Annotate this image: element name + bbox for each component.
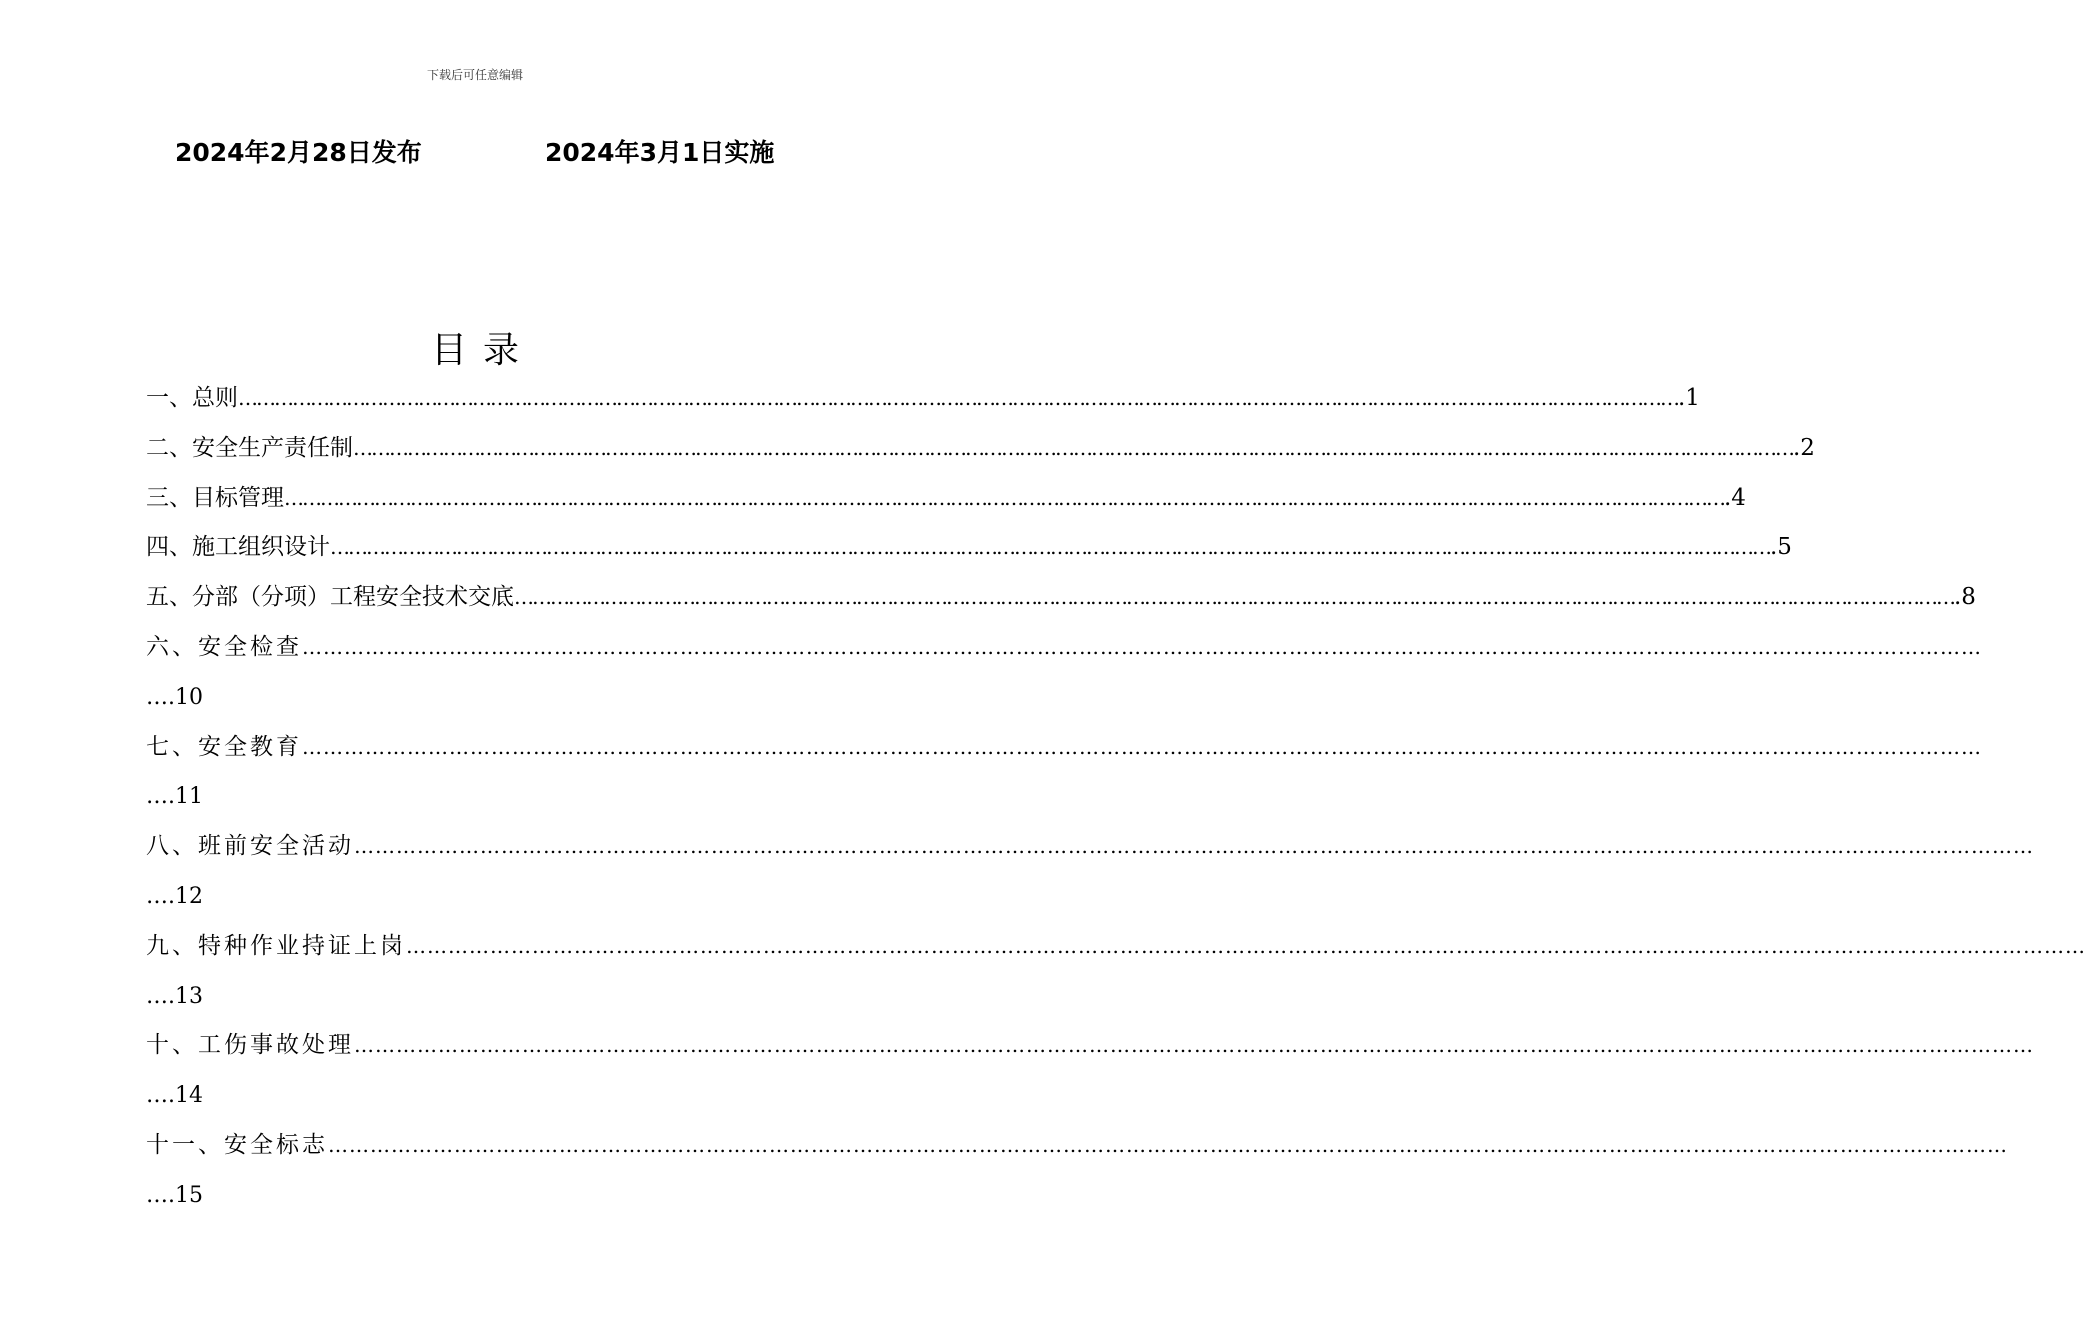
table-of-contents xyxy=(146,374,2086,1221)
toc-leader-dots: …………………………………………………………………………………………………………………………………………………………………………………………………………………… xyxy=(302,634,1982,659)
toc-entry-page: .5 xyxy=(1770,534,1792,561)
toc-leader-dots: …………………………………………………………………………………………………………………………………………………………………………………………………………………… xyxy=(284,485,1724,510)
toc-entry[interactable] xyxy=(146,1021,2034,1071)
toc-entry-label: 七、安全教育 xyxy=(146,733,302,760)
toc-entry-label: 八、班前安全活动 xyxy=(146,833,354,860)
toc-entry-label: 五、分部（分项）工程安全技术交底 xyxy=(146,584,514,611)
toc-entry[interactable] xyxy=(146,822,2034,872)
toc-entry[interactable] xyxy=(146,1121,2008,1171)
toc-entry-page: .2 xyxy=(1793,434,1815,461)
toc-entry[interactable] xyxy=(146,523,1792,573)
toc-entry-label: 六、安全检查 xyxy=(146,633,302,660)
effective-date: 2024年3月1日实施 xyxy=(545,138,775,167)
toc-entry-page: ….10 xyxy=(146,684,203,710)
toc-leader-dots: …………………………………………………………………………………………………………………………………………………………………………………………………………………… xyxy=(353,435,1793,460)
toc-entry-label: 十一、安全标志 xyxy=(146,1131,328,1158)
toc-title: 目录 xyxy=(430,330,535,371)
toc-entry-label: 一、总则 xyxy=(146,385,238,411)
toc-leader-dots: …………………………………………………………………………………………………………………………………………………………………………………………………………………… xyxy=(238,386,1678,410)
toc-entry-page: .4 xyxy=(1724,484,1746,511)
toc-entry[interactable] xyxy=(146,573,1976,623)
toc-entry-page: .1 xyxy=(1678,385,1700,411)
toc-entry[interactable] xyxy=(146,723,1982,773)
toc-leader-dots: …………………………………………………………………………………………………………………………………………………………………………………………………………………… xyxy=(514,585,1954,610)
toc-entry[interactable] xyxy=(146,424,1815,474)
toc-entry-label: 九、特种作业持证上岗 xyxy=(146,932,406,959)
toc-leader-dots: …………………………………………………………………………………………………………………………………………………………………………………………………………………… xyxy=(302,734,1982,759)
toc-entry-label: 二、安全生产责任制 xyxy=(146,434,353,461)
toc-entry[interactable] xyxy=(146,623,1982,673)
toc-leader-dots: …………………………………………………………………………………………………………………………………………………………………………………………………………………… xyxy=(330,535,1770,560)
toc-entry-page: ….15 xyxy=(146,1182,203,1208)
header-note: 下载后可任意编辑 xyxy=(426,68,523,82)
toc-entry-page: ….14 xyxy=(146,1083,203,1109)
toc-entry-label: 四、施工组织设计 xyxy=(146,534,330,561)
toc-entry-page: ….13 xyxy=(146,983,203,1009)
toc-leader-dots: …………………………………………………………………………………………………………………………………………………………………………………………………………………… xyxy=(354,834,2034,859)
toc-entry-label: 三、目标管理 xyxy=(146,484,284,511)
toc-entry-page: ….11 xyxy=(146,784,203,810)
toc-leader-dots: …………………………………………………………………………………………………………………………………………………………………………………………………………………… xyxy=(406,933,2086,958)
toc-entry-page: ….12 xyxy=(146,883,203,909)
toc-entry[interactable] xyxy=(146,922,2086,972)
toc-entry-label: 十、工伤事故处理 xyxy=(146,1032,354,1059)
publish-date: 2024年2月28日发布 xyxy=(175,138,422,167)
toc-entry[interactable] xyxy=(146,374,1700,424)
toc-entry[interactable] xyxy=(146,474,1746,524)
toc-leader-dots: …………………………………………………………………………………………………………………………………………………………………………………………………………………… xyxy=(354,1033,2034,1058)
toc-entry-page: .8 xyxy=(1954,584,1976,611)
toc-leader-dots: …………………………………………………………………………………………………………………………………………………………………………………………………………………… xyxy=(328,1132,2008,1157)
